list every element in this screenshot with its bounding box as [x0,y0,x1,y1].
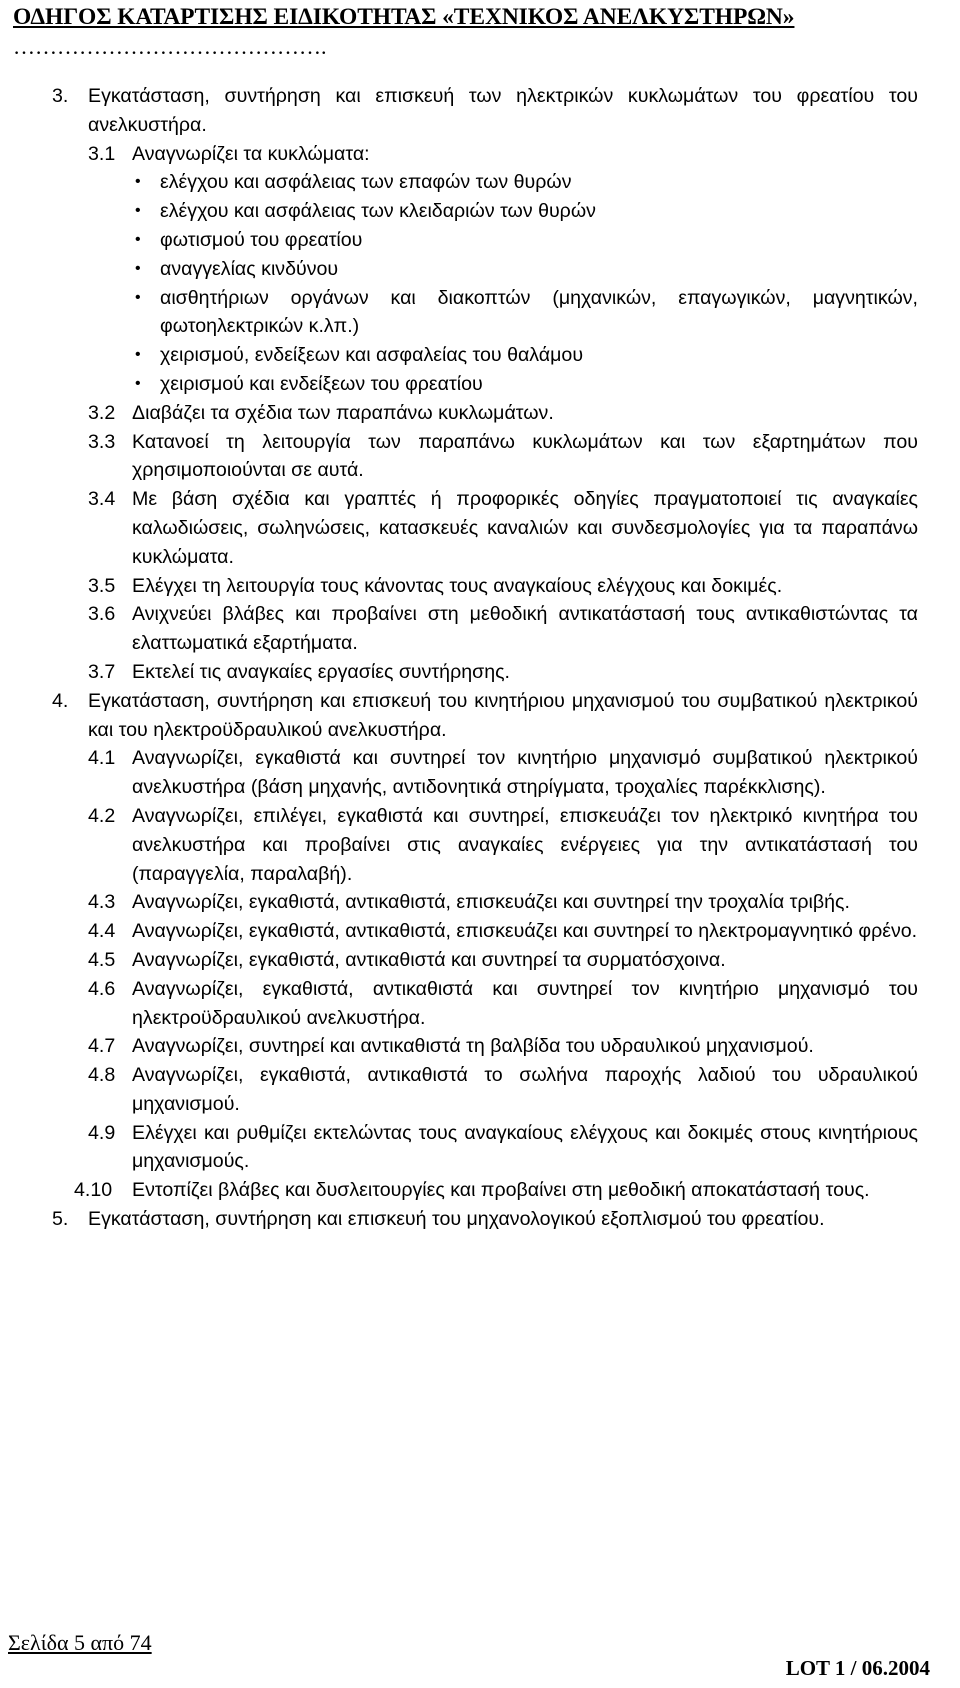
bullet-icon: • [135,259,141,277]
item-number: 3.5 [88,574,116,597]
item-text: Εγκατάσταση, συντήρηση και επισκευή των ηλεκτρικών κυκλωμάτων του φρεατίου του ανελκυστήρα. [88,85,918,136]
item-text: ελέγχου και ασφάλειας των επαφών των θυρών [160,171,572,194]
subsection-item [0,975,960,1033]
subsection-item [0,917,960,946]
subsection-item [0,485,960,571]
item-number: 4. [52,689,69,712]
subsection-item [0,1061,960,1119]
item-text: Με βάση σχέδια και γραπτές ή προφορικές οδηγίες πραγματοποιεί τις αναγκαίες καλωδιώσεις, σωληνώσεις, κατασκευές καναλιών και συνδεσμολογίες για τα παραπάνω κυκλώματα. [132,488,918,568]
item-text: Αναγνωρίζει, εγκαθιστά, αντικαθιστά, επισκευάζει και συντηρεί το ηλεκτρομαγνητικό φρένο. [132,920,918,943]
item-number: 4.10 [74,1179,113,1202]
page-header-title: ΟΔΗΓΟΣ ΚΑΤΑΡΤΙΣΗΣ ΕΙΔΙΚΟΤΗΤΑΣ «ΤΕΧΝΙΚΟΣ ΑΝΕΛΚΥΣΤΗΡΩΝ» [13,4,795,30]
bullet-item [0,168,960,197]
lot-label: LOT 1 / 06.2004 [785,1656,930,1680]
item-text: Ελέγχει και ρυθμίζει εκτελώντας τους αναγκαίους ελέγχους και δοκιμές στους κινητήριους μηχανισμούς. [132,1121,918,1173]
page-number: Σελίδα 5 από 74 [8,1630,152,1655]
item-number: 3.1 [88,142,116,165]
bullet-item [0,197,960,226]
subsection-item [0,1032,960,1061]
bullet-item [0,255,960,284]
item-text: χειρισμού και ενδείξεων του φρεατίου [160,372,483,395]
item-text: Αναγνωρίζει τα κυκλώματα: [132,142,370,165]
item-text: Κατανοεί τη λειτουργία των παραπάνω κυκλωμάτων και των εξαρτημάτων που χρησιμοποιούνται σε αυτά. [132,430,918,482]
subsection-item [0,802,960,888]
item-text: Αναγνωρίζει, συντηρεί και αντικαθιστά τη βαλβίδα του υδραυλικού μηχανισμού. [132,1035,814,1058]
item-number: 5. [52,1208,69,1231]
subsection-item [0,140,960,169]
item-text: Αναγνωρίζει, εγκαθιστά, αντικαθιστά και συντηρεί τον κινητήριο μηχανισμό του ηλεκτροϋδραυλικού ανελκυστήρα. [132,977,918,1029]
item-text: Εγκατάσταση, συντήρηση και επισκευή του κινητήριου μηχανισμού του συμβατικού ηλεκτρικού και του ηλεκτροϋδραυλικού ανελκυστήρα. [88,689,918,741]
item-number: 4.9 [88,1121,116,1144]
section-item [0,1205,960,1234]
subsection-item [0,1119,960,1177]
document-body [0,82,960,1234]
bullet-icon: • [135,202,141,220]
item-text: Αναγνωρίζει, επιλέγει, εγκαθιστά και συντηρεί, επισκευάζει τον ηλεκτρικό κινητήρα του ανελκυστήρα και προβαίνει στις αναγκαίες ενέργειες για την αντικατάστασή του (παραγγελία, παραλαβή). [132,804,918,885]
subsection-item [0,946,960,975]
item-number: 3.6 [88,603,116,626]
item-number: 3.2 [88,401,116,424]
section-item [0,82,960,140]
subsection-item [0,658,960,687]
subsection-item [0,399,960,428]
item-number: 4.3 [88,891,116,914]
item-number: 4.4 [88,920,116,943]
subsection-item [0,888,960,917]
item-text: Αναγνωρίζει, εγκαθιστά, αντικαθιστά και συντηρεί τα συρματόσχοινα. [132,948,726,971]
subsection-item [0,600,960,658]
bullet-icon: • [135,374,141,392]
bullet-item [0,226,960,255]
subsection-item [0,744,960,802]
item-text: αναγγελίας κινδύνου [160,257,339,280]
item-text: Εκτελεί τις αναγκαίες εργασίες συντήρησης. [132,660,510,683]
item-text: ελέγχου και ασφάλειας των κλειδαριών των θυρών [160,200,596,223]
item-number: 3.3 [88,430,116,453]
item-number: 3.7 [88,660,116,683]
item-number: 4.2 [88,804,116,827]
bullet-item [0,341,960,370]
item-text: Ελέγχει τη λειτουργία τους κάνοντας τους αναγκαίους ελέγχους και δοκιμές. [132,574,783,597]
item-number: 4.6 [88,977,116,1000]
item-number: 4.7 [88,1035,116,1058]
item-number: 4.5 [88,948,116,971]
bullet-icon: • [135,173,141,191]
bullet-icon: • [135,230,141,248]
item-text: Αναγνωρίζει, εγκαθιστά και συντηρεί τον κινητήριο μηχανισμό συμβατικού ηλεκτρικού ανελκυστήρα (βάση μηχανής, αντιδονητικά στηρίγματα, τροχαλίες παρέκκλισης). [132,747,918,799]
item-number: 4.1 [88,747,116,770]
item-text: Αναγνωρίζει, εγκαθιστά, αντικαθιστά το σωλήνα παροχής λαδιού του υδραυλικού μηχανισμού. [132,1064,918,1115]
item-text: Αναγνωρίζει, εγκαθιστά, αντικαθιστά, επισκευάζει και συντηρεί την τροχαλία τριβής. [132,891,850,914]
bullet-icon: • [135,288,141,306]
item-text: Διαβάζει τα σχέδια των παραπάνω κυκλωμάτων. [132,401,554,424]
header-dots: ……………………………………. [13,34,327,59]
subsection-item [0,572,960,601]
subsection-item [0,428,960,486]
item-number: 3. [52,85,69,107]
bullet-item [0,284,960,342]
bullet-icon: • [135,346,141,364]
item-number: 4.8 [88,1064,116,1087]
item-text: Εντοπίζει βλάβες και δυσλειτουργίες και προβαίνει στη μεθοδική αποκατάστασή τους. [132,1179,870,1202]
item-text: φωτισμού του φρεατίου [160,228,363,251]
item-number: 3.4 [88,488,116,511]
section-item [0,687,960,745]
item-text: χειρισμού, ενδείξεων και ασφαλείας του θαλάμου [160,344,584,367]
item-text: Ανιχνεύει βλάβες και προβαίνει στη μεθοδική αντικατάστασή τους αντικαθιστώντας τα ελαττωματικά εξαρτήματα. [132,603,918,655]
bullet-item [0,370,960,399]
subsection-item [0,1176,960,1205]
item-text: Εγκατάσταση, συντήρηση και επισκευή του μηχανολογικού εξοπλισμού του φρεατίου. [88,1208,825,1231]
item-text: αισθητήριων οργάνων και διακοπτών (μηχανικών, επαγωγικών, μαγνητικών, φωτοηλεκτρικών κ.λπ.) [160,286,918,338]
